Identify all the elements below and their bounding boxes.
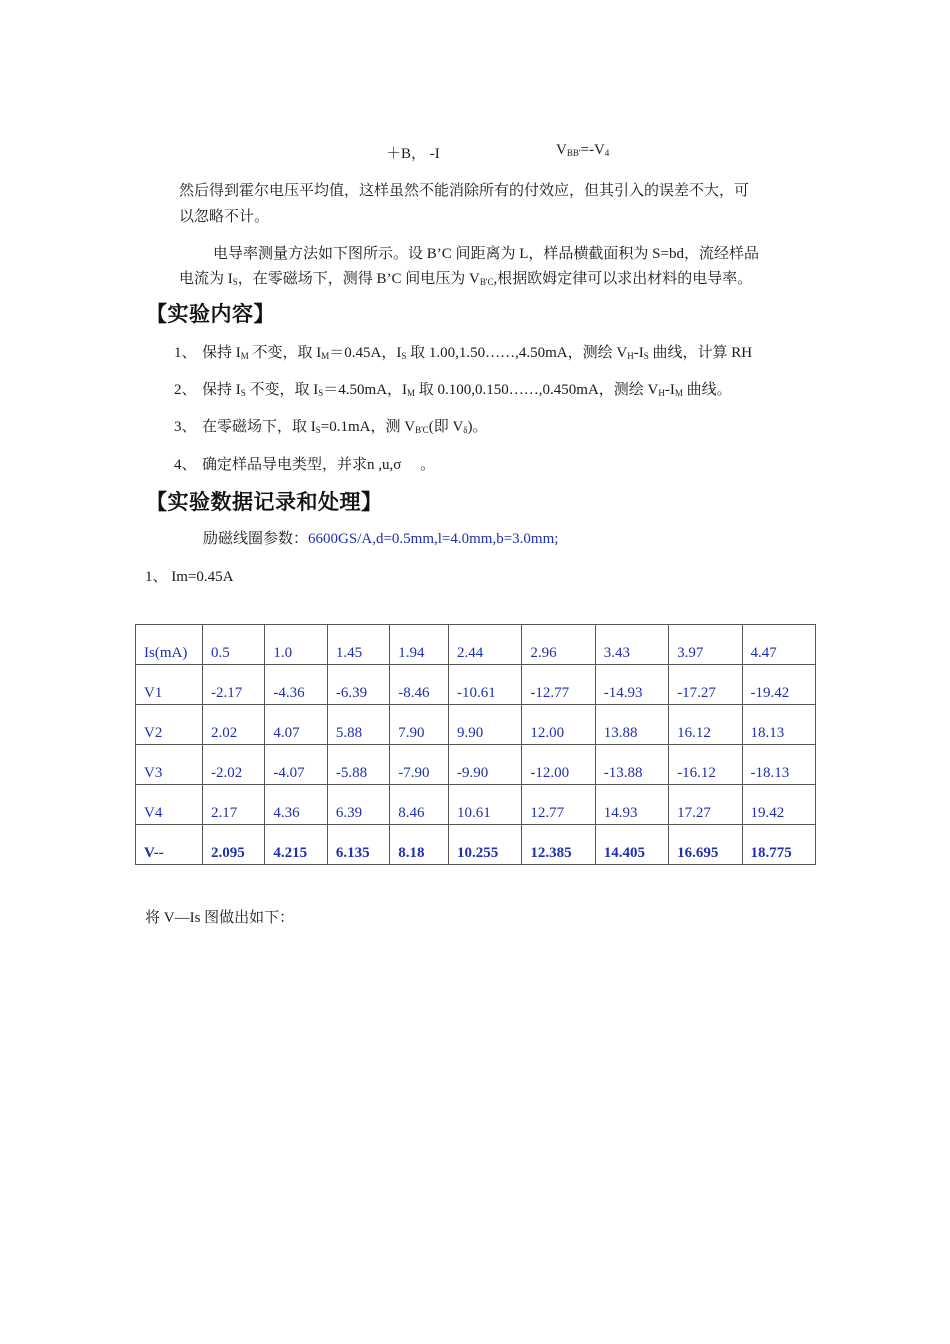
subheading-im: 1、 Im=0.45A: [145, 569, 234, 585]
table-row: [136, 665, 816, 705]
table-cell: 19.42: [742, 785, 815, 825]
table-row: [136, 625, 816, 665]
table-cell: 12.385: [522, 825, 595, 865]
table-cell: 16.695: [669, 825, 742, 865]
table-cell: -7.90: [390, 745, 449, 785]
list-item: 1、 保持 $I_M$ 不变，取 $I_M=0.45A$，$I_S$ 取 1.00,1.50……,4.50mA，测绘 $V_H-I_S$ 曲线，计算 RH: [174, 345, 753, 361]
table-cell: 16.12: [669, 705, 742, 745]
table-cell: -4.07: [265, 745, 327, 785]
table-cell: -14.93: [595, 665, 668, 705]
table-row: [136, 785, 816, 825]
table-cell: 1.94: [390, 625, 449, 665]
table-cell: -16.12: [669, 745, 742, 785]
table-cell: 4.36: [265, 785, 327, 825]
table-cell: 2.17: [203, 785, 265, 825]
table-cell: -19.42: [742, 665, 815, 705]
table-cell: 10.61: [449, 785, 522, 825]
table-cell: -5.88: [327, 745, 389, 785]
table-cell: 2.095: [203, 825, 265, 865]
table-cell: -17.27: [669, 665, 742, 705]
closing-line: 将 V—Is 图做出如下：: [145, 910, 295, 926]
row-header: V2: [136, 705, 203, 745]
table-cell: 12.77: [522, 785, 595, 825]
table-cell: -13.88: [595, 745, 668, 785]
table-row: [136, 745, 816, 785]
paragraph-2-line-2: 电流为 $I_S$，在零磁场下，测得 B’C 间电压为 $V_{B'C}$,根据欧姆定律可以求出材料的电导率。: [179, 271, 753, 287]
table-cell: 18.775: [742, 825, 815, 865]
table-cell: -18.13: [742, 745, 815, 785]
table-cell: 3.97: [669, 625, 742, 665]
formula-right: $V_{BB'}=-V_4$: [556, 142, 610, 158]
table-cell: -6.39: [327, 665, 389, 705]
row-header: V3: [136, 745, 203, 785]
table-cell: 10.255: [449, 825, 522, 865]
paragraph-2-line-1: 电导率测量方法如下图所示。设 B’C 间距离为 L，样品横截面积为 S=bd，流经样品: [213, 246, 759, 262]
table-cell: 1.45: [327, 625, 389, 665]
table-cell: 17.27: [669, 785, 742, 825]
table-cell: -2.17: [203, 665, 265, 705]
table-cell: -2.02: [203, 745, 265, 785]
list-item: 4、 确定样品导电类型，并求n ,u,σ 。: [174, 457, 436, 473]
table-cell: 5.88: [327, 705, 389, 745]
table-cell: 12.00: [522, 705, 595, 745]
list-item: 3、 在零磁场下，取 $I_S=0.1mA$，测 $V_{B'C}$(即 $V_\delta$)。: [174, 419, 488, 435]
table-row: [136, 705, 816, 745]
list-item: 2、 保持 $I_S$ 不变，取 $I_S=4.50mA$，$I_M$ 取 0.100,0.150……,0.450mA，测绘 $V_H-I_M$ 曲线。: [174, 382, 732, 398]
table-cell: 2.02: [203, 705, 265, 745]
table-cell: 2.44: [449, 625, 522, 665]
table-cell: 14.405: [595, 825, 668, 865]
section-title-data-record: 【实验数据记录和处理】: [146, 490, 383, 514]
table-cell: 6.39: [327, 785, 389, 825]
table-cell: 4.215: [265, 825, 327, 865]
table-cell: 6.135: [327, 825, 389, 865]
table-cell: 4.07: [265, 705, 327, 745]
table-cell: 7.90: [390, 705, 449, 745]
table-cell: 3.43: [595, 625, 668, 665]
paragraph-1-line-2: 以忽略不计。: [179, 209, 270, 225]
row-header: V1: [136, 665, 203, 705]
table-cell: 18.13: [742, 705, 815, 745]
table-cell: 1.0: [265, 625, 327, 665]
table-cell: 2.96: [522, 625, 595, 665]
table-cell: -9.90: [449, 745, 522, 785]
table-cell: -4.36: [265, 665, 327, 705]
table-cell: 13.88: [595, 705, 668, 745]
paragraph-1-line-1: 然后得到霍尔电压平均值，这样虽然不能消除所有的付效应，但其引入的误差不大，可: [179, 183, 750, 199]
table-cell: -8.46: [390, 665, 449, 705]
table-cell: 14.93: [595, 785, 668, 825]
table-cell: 8.18: [390, 825, 449, 865]
table-cell: -12.77: [522, 665, 595, 705]
table-cell: -12.00: [522, 745, 595, 785]
table-cell: 8.46: [390, 785, 449, 825]
section-title-experiment-content: 【实验内容】: [146, 302, 275, 326]
hall-voltage-table: [135, 624, 816, 865]
table-cell: 9.90: [449, 705, 522, 745]
formula-left: ＋B， -I: [386, 146, 440, 162]
table-row-average: [136, 825, 816, 865]
table-cell: 0.5: [203, 625, 265, 665]
table-cell: 4.47: [742, 625, 815, 665]
coil-parameters: 励磁线圈参数：6600GS/A,d=0.5mm,l=4.0mm,b=3.0mm;: [203, 531, 559, 547]
table-cell: -10.61: [449, 665, 522, 705]
row-header: V4: [136, 785, 203, 825]
row-header: Is(mA): [136, 625, 203, 665]
row-header: V--: [136, 825, 203, 865]
